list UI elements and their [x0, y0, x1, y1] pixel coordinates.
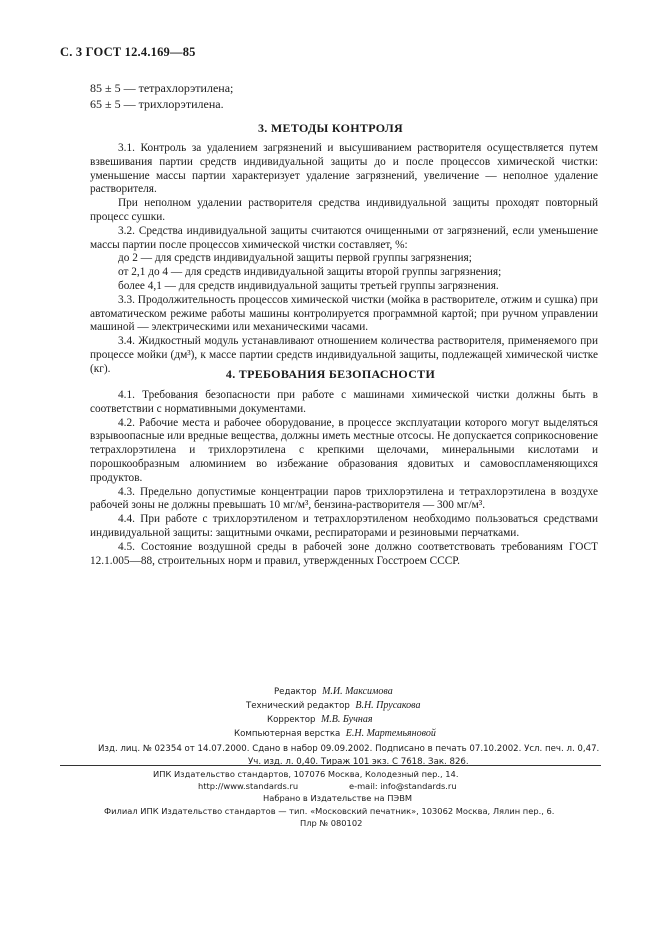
paragraph-4-5: 4.5. Состояние воздушной среды в рабочей зоне должно соответствовать требованиям ГОСТ 12.1.005—88, строительных норм и правил, утвержденных Госстроем СССР.: [90, 540, 598, 567]
section-4-body: [90, 389, 598, 568]
paragraph-4-2: 4.2. Рабочие места и рабочее оборудование, в процессе эксплуатации которого могут выделяться взрывоопасные или вредные вещества, должны иметь местные отсосы. Не допускается соприкосновение тетрахлорэтилена и трихлорэтилена с крепкими щелочами, минеральными кислотами и порошкообразным алюминием во избежание образования ядовитых и самовоспламеняющихся продуктов.: [90, 416, 598, 484]
page-header: С. 3 ГОСТ 12.4.169—85: [60, 45, 196, 59]
credit-proofreader: Корректор М.В. Бучная: [267, 714, 373, 725]
credit-editor: Редактор М.И. Максимова: [274, 686, 393, 697]
imprint-license: Плр № 080102: [300, 818, 363, 828]
paragraph-3-2-b: от 2,1 до 4 — для средств индивидуальной защиты второй группы загрязнения;: [118, 266, 502, 279]
paragraph-3-1: 3.1. Контроль за удалением загрязнений и высушиванием растворителя осуществляется путем взвешивания партии средств индивидуальной защиты до и после процессов химической чистки: уменьшение массы партии характеризует удаление загрязнений, увеличение — неполное удаление растворителя.: [90, 142, 598, 196]
paragraph-3-2-c: более 4,1 — для средств индивидуальной защиты третьей группы загрязнения.: [118, 279, 499, 292]
list-item: 85 ± 5 — тетрахлорэтилена;: [90, 81, 234, 95]
concentration-list: [90, 80, 233, 112]
paragraph-4-3: 4.3. Предельно допустимые концентрации паров трихлорэтилена и тетрахлорэтилена в воздухе рабочей зоны не должны превышать 10 мг/м³, бензина-растворителя — 300 мг/м³.: [90, 485, 598, 512]
paragraph-3-2-a: до 2 — для средств индивидуальной защиты первой группы загрязнения;: [118, 252, 472, 265]
paragraph-3-1-note: При неполном удалении растворителя средства индивидуальной защиты проходят повторный процесс сушки.: [90, 197, 598, 223]
credit-layout: Компьютерная верстка Е.Н. Мартемьяновой: [234, 728, 436, 739]
imprint-branch: Филиал ИПК Издательство стандартов — тип. «Московский печатник», 103062 Москва, Лялин пер., 6.: [104, 806, 555, 816]
paragraph-4-1: 4.1. Требования безопасности при работе с машинами химической чистки должны быть в соответствии с нормативными документами.: [90, 389, 598, 415]
section-3-body: [90, 142, 598, 377]
paragraph-4-4: 4.4. При работе с трихлорэтиленом и тетрахлорэтиленом необходимо пользоваться средствами индивидуальной защиты: защитными очками, респираторами и резиновыми перчатками.: [90, 513, 598, 539]
credit-tech-editor: Технический редактор В.Н. Прусакова: [246, 700, 421, 711]
paragraph-3-3: 3.3. Продолжительность процессов химической чистки (мойка в растворителе, отжим и сушка) при автоматическом режиме работы машины контролируется программной картой; при ручном управлении машиной — электрическими или механическими часами.: [90, 293, 598, 334]
imprint-email[interactable]: e-mail: info@standards.ru: [349, 781, 457, 791]
imprint-website[interactable]: http://www.standards.ru: [198, 781, 299, 791]
publishing-line-2: Уч. изд. л. 0,40. Тираж 101 экз. С 7618. Зак. 826.: [248, 757, 469, 767]
divider-rule: [60, 765, 601, 766]
imprint-address: ИПК Издательство стандартов, 107076 Москва, Колодезный пер., 14.: [153, 769, 459, 779]
paragraph-3-4: 3.4. Жидкостный модуль устанавливают отношением количества растворителя, применяемого при процессе мойки (дм³), к массе партии средств индивидуальной защиты, подлежащей химической чистке (кг).: [90, 335, 598, 375]
publishing-line-1: Изд. лиц. № 02354 от 14.07.2000. Сдано в набор 09.09.2002. Подписано в печать 07.10.2002. Усл. печ. л. 0,47.: [98, 744, 600, 754]
imprint-typeset-note: Набрано в Издательстве на ПЭВМ: [263, 793, 413, 803]
section-4-title: 4. ТРЕБОВАНИЯ БЕЗОПАСНОСТИ: [225, 367, 436, 381]
section-3-title: 3. МЕТОДЫ КОНТРОЛЯ: [257, 121, 404, 135]
list-item: 65 ± 5 — трихлорэтилена.: [90, 97, 224, 111]
paragraph-3-2: 3.2. Средства индивидуальной защиты считаются очищенными от загрязнений, если уменьшение массы партии после процессов химической чистки составляет, %:: [90, 224, 598, 251]
